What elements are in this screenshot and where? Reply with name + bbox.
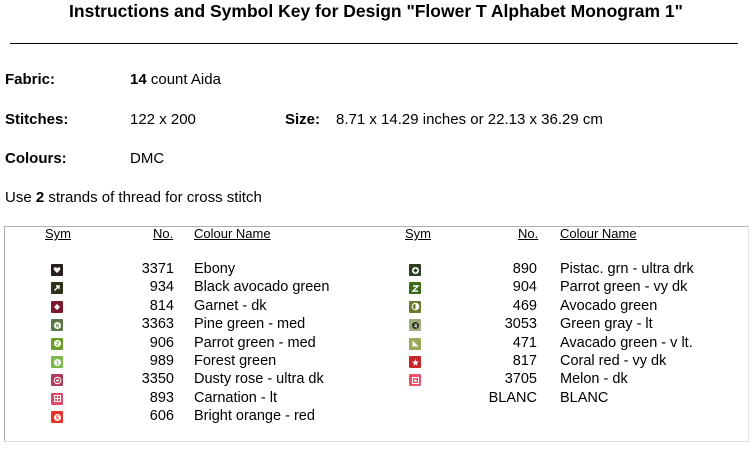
diamond-circle-icon: [409, 264, 421, 276]
colour-name-left: Parrot green - med: [194, 334, 316, 351]
page-title: Instructions and Symbol Key for Design "Flower T Alphabet Monogram 1": [69, 1, 683, 21]
colour-name-left: Dusty rose - ultra dk: [194, 371, 324, 388]
colour-name-right: Avocado green: [560, 297, 658, 314]
colour-name-right: Pistac. grn - ultra drk: [560, 261, 694, 277]
star-grid-icon: [51, 393, 63, 405]
svg-text:4: 4: [413, 323, 417, 330]
header-sym-left: Sym: [45, 226, 71, 241]
size-value: 8.71 x 14.29 inches or 22.13 x 36.29 cm: [336, 111, 603, 128]
circle-1-icon: [51, 356, 63, 368]
heart-icon: [51, 264, 63, 276]
dmc-number-right: 3053: [504, 316, 537, 333]
colours-value: DMC: [130, 150, 165, 167]
triangle-icon: [409, 338, 421, 350]
circle-4-icon: [409, 319, 421, 331]
colour-name-right: Avacado green - v lt.: [560, 334, 693, 351]
colour-name-right: Coral red - vy dk: [560, 353, 667, 369]
stitches-label: Stitches:: [5, 111, 69, 128]
circle-5-icon: [51, 411, 63, 423]
circle-6-icon: [51, 319, 63, 331]
z-icon: [409, 282, 421, 294]
fabric-count: 14: [130, 71, 147, 88]
colour-name-right: Parrot green - vy dk: [560, 279, 688, 296]
dmc-number-right: BLANC: [488, 389, 537, 406]
dmc-number-left: 893: [149, 389, 174, 406]
fabric-label: Fabric:: [5, 71, 56, 88]
dmc-number-left: 934: [149, 279, 174, 296]
size-label: Size:: [285, 111, 321, 128]
header-name-right: Colour Name: [560, 226, 637, 241]
colour-name-left: Garnet - dk: [194, 297, 267, 314]
square-dot-icon: [409, 374, 421, 386]
dmc-number-right: 471: [512, 334, 537, 351]
arrow-icon: [51, 282, 63, 294]
fabric-type: count Aida: [150, 71, 221, 88]
note-strands: 2: [35, 189, 45, 206]
title-underline: [10, 43, 738, 44]
header-no-right: No.: [518, 226, 539, 241]
dmc-number-right: 817: [512, 353, 537, 369]
dmc-number-right: 3705: [504, 371, 537, 388]
dmc-number-right: 904: [512, 279, 537, 296]
colour-name-left: Forest green: [194, 353, 277, 369]
colour-name-left: Black avocado green: [194, 279, 330, 296]
header-name-left: Colour Name: [194, 226, 271, 241]
dmc-number-left: 606: [149, 408, 174, 425]
svg-text:6: 6: [55, 323, 59, 330]
strands-note: [5, 189, 262, 206]
note-post: strands of thread for cross stitch: [48, 189, 262, 206]
svg-text:5: 5: [55, 415, 59, 422]
dmc-number-left: 906: [149, 334, 174, 351]
dmc-number-left: 3350: [141, 371, 174, 388]
colours-label: Colours:: [5, 150, 67, 167]
header-no-left: No.: [153, 226, 174, 241]
svg-text:1: 1: [55, 360, 59, 367]
colour-name-right: BLANC: [560, 389, 609, 406]
svg-text:2: 2: [55, 341, 59, 348]
colour-name-left: Pine green - med: [194, 316, 306, 333]
diagonal-icon: [51, 301, 63, 313]
dmc-number-left: 814: [149, 297, 174, 314]
dmc-number-left: 3363: [141, 316, 174, 333]
fabric-value: [130, 71, 221, 88]
target-icon: [51, 374, 63, 386]
circle-2-icon: [51, 338, 63, 350]
note-pre: Use: [5, 189, 32, 206]
header-sym-right: Sym: [405, 226, 431, 241]
colour-name-left: Carnation - lt: [194, 389, 278, 406]
colour-name-right: Melon - dk: [560, 371, 628, 388]
dmc-number-right: 469: [512, 297, 537, 314]
half-circle-icon: [409, 301, 421, 313]
star-icon: [409, 356, 421, 368]
colour-name-left: Bright orange - red: [194, 408, 315, 425]
colour-name-left: Ebony: [194, 261, 236, 277]
stitches-value: 122 x 200: [130, 111, 196, 128]
dmc-number-right: 890: [512, 261, 537, 277]
colour-name-right: Green gray - lt: [560, 316, 653, 333]
dmc-number-left: 989: [149, 353, 174, 369]
dmc-number-left: 3371: [141, 261, 174, 277]
